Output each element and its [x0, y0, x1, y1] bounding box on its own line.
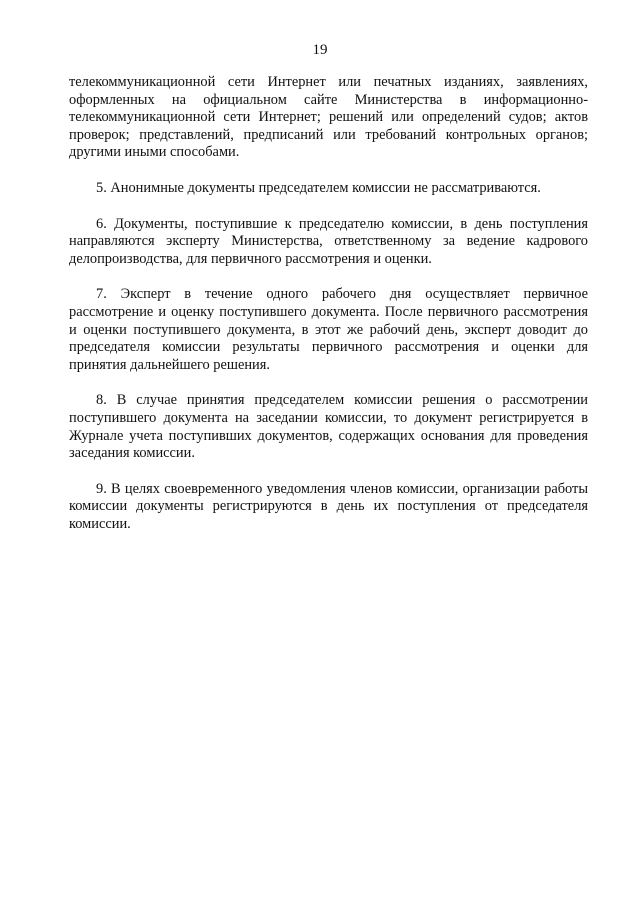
paragraph-item-9: 9. В целях своевременного уведомления членов комиссии, организации работы комиссии документы регистрируются в день их поступления от председателя комиссии.: [69, 480, 588, 532]
paragraph-item-7: 7. Эксперт в течение одного рабочего дня осуществляет первичное рассмотрение и оценку поступившего документа. После первичного рассмотрения и оценки поступившего документа, в этот же рабочий день, эксперт доводит до председателя комиссии результаты первичного рассмотрения и оценки для принятия дальнейшего решения.: [69, 286, 588, 373]
paragraph-item-8: 8. В случае принятия председателем комиссии решения о рассмотрении поступившего документа на заседании комиссии, то документ регистрируется в Журнале учета поступивших документов, содержащих основания для проведения заседания комиссии.: [69, 392, 588, 462]
paragraph-item-5: 5. Анонимные документы председателем комиссии не рассматриваются.: [96, 179, 541, 196]
paragraph-continuation: телекоммуникационной сети Интернет или печатных изданиях, заявлениях, оформленных на официальном сайте Министерства в информационно-телекоммуникационной сети Интернет; решений или определений судов; актов проверок; представлений, предписаний или требований контрольных органов; другими иными способами.: [69, 74, 588, 161]
paragraph-item-6: 6. Документы, поступившие к председателю комиссии, в день поступления направляются эксперту Министерства, ответственному за ведение кадрового делопроизводства, для первичного рассмотрения и оценки.: [69, 215, 588, 267]
document-body: [69, 74, 588, 533]
page-number: 19: [312, 42, 328, 58]
